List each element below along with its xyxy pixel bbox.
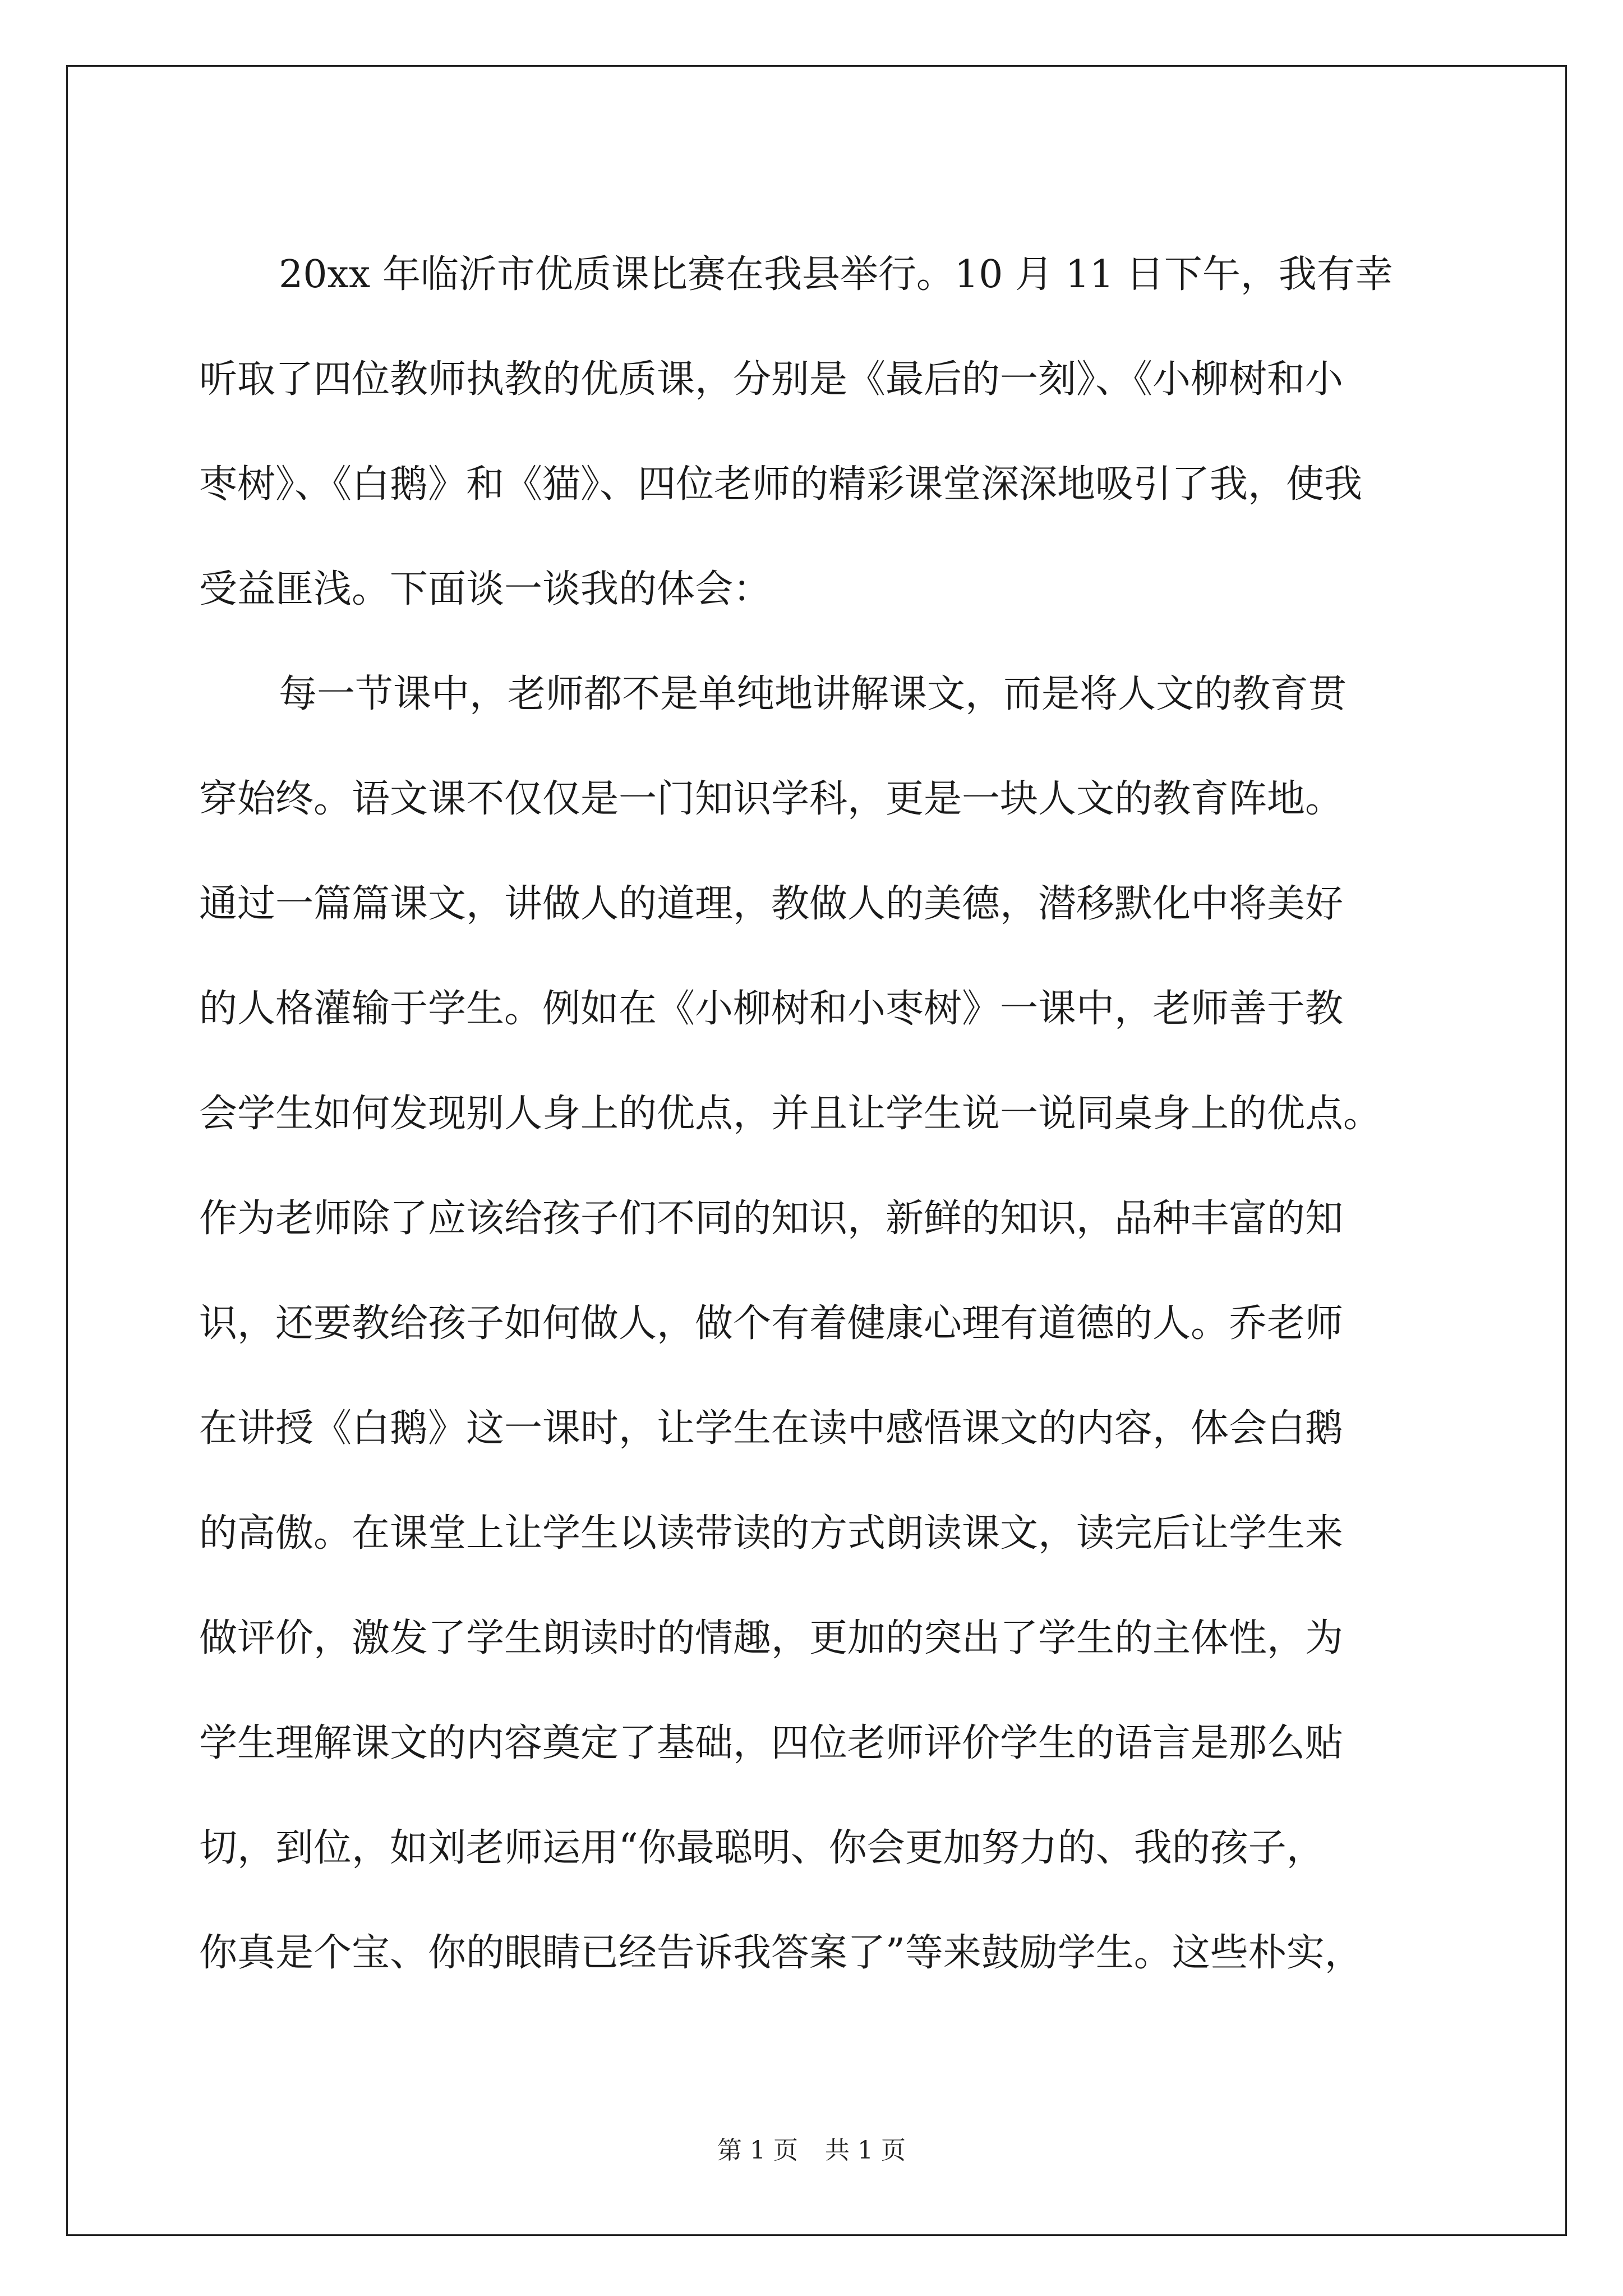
- paragraph-1-line-3: 枣树》、《白鹅》和《猫》、四位老师的精彩课堂深深地吸引了我，使我: [199, 462, 1363, 507]
- document-body: [199, 222, 1433, 2005]
- page-total: 共 1 页: [825, 2136, 906, 2165]
- paragraph-2-line-9: 的高傲。在课堂上让学生以读带读的方式朗读课文，读完后让学生来: [199, 1511, 1344, 1556]
- paragraph-2-line-6: 作为老师除了应该给孩子们不同的知识，新鲜的知识，品种丰富的知: [199, 1197, 1344, 1241]
- page-footer: [0, 2134, 1623, 2168]
- paragraph-2-line-10: 做评价，激发了学生朗读时的情趣，更加的突出了学生的主体性，为: [199, 1616, 1344, 1660]
- paragraph-2-line-11: 学生理解课文的内容奠定了基础，四位老师评价学生的语言是那么贴: [199, 1721, 1344, 1765]
- paragraph-1-line-4: 受益匪浅。下面谈一谈我的体会：: [199, 567, 772, 611]
- paragraph-2-line-1: 每一节课中，老师都不是单纯地讲解课文，而是将人文的教育贯: [279, 672, 1347, 716]
- paragraph-2-line-7: 识，还要教给孩子如何做人，做个有着健康心理有道德的人。乔老师: [199, 1301, 1344, 1346]
- paragraph-2-line-3: 通过一篇篇课文，讲做人的道理，教做人的美德，潜移默化中将美好: [199, 882, 1344, 926]
- page-number: 第 1 页: [717, 2136, 798, 2165]
- paragraph-2-line-13: 你真是个宝、你的眼睛已经告诉我答案了”等来鼓励学生。这些朴实，: [199, 1931, 1363, 1975]
- paragraph-2-line-4: 的人格灌输于学生。例如在《小柳树和小枣树》一课中，老师善于教: [199, 987, 1344, 1031]
- paragraph-2-line-5: 会学生如何发现别人身上的优点，并且让学生说一说同桌身上的优点。: [199, 1092, 1382, 1136]
- paragraph-2-line-2: 穿始终。语文课不仅仅是一门知识学科，更是一块人文的教育阵地。: [199, 777, 1344, 821]
- paragraph-1-line-1: 20xx 年临沂市优质课比赛在我县举行。10 月 11 日下午，我有幸: [279, 252, 1393, 297]
- paragraph-1-line-2: 听取了四位教师执教的优质课，分别是《最后的一刻》、《小柳树和小: [199, 357, 1344, 402]
- paragraph-2-line-12: 切，到位，如刘老师运用“你最聪明、你会更加努力的、我的孩子，: [199, 1826, 1325, 1870]
- paragraph-2-line-8: 在讲授《白鹅》这一课时，让学生在读中感悟课文的内容，体会白鹅: [199, 1406, 1344, 1451]
